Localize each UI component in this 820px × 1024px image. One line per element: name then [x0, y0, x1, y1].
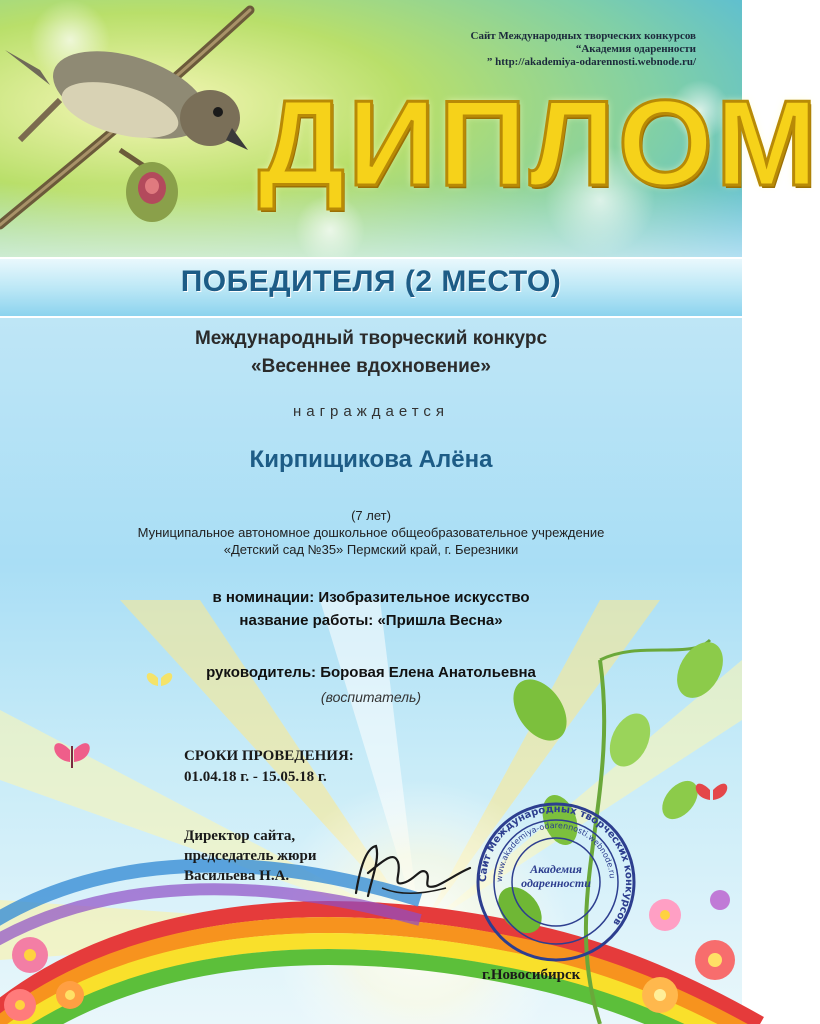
place-title: ПОБЕДИТЕЛЯ (2 МЕСТО)	[180, 265, 562, 298]
work-title-line: название работы: «Пришла Весна»	[239, 612, 503, 629]
city: г.Новосибирск	[482, 967, 581, 983]
nomination-line: в номинации: Изобразительное искусство	[212, 589, 530, 606]
signature	[346, 838, 476, 906]
contest-line2: «Весеннее вдохновение»	[251, 356, 491, 377]
diploma-title: ДИПЛОМ	[258, 75, 820, 211]
director-block	[184, 826, 316, 886]
leader-role: (воспитатель)	[320, 689, 422, 705]
official-stamp	[474, 800, 638, 964]
dates-value: 01.04.18 г. - 15.05.18 г.	[184, 769, 327, 785]
institution-line1: Муниципальное автономное дошкольное общеобразовательное учреждение	[137, 525, 605, 540]
participant-age: (7 лет)	[351, 508, 391, 523]
leader-line: руководитель: Боровая Елена Анатольевна	[206, 664, 536, 681]
dates-block	[184, 746, 354, 788]
stamp-center-text: Академия одаренности	[521, 862, 591, 890]
site-info-line2: “Академия одаренности	[575, 43, 696, 55]
participant-details	[0, 507, 742, 558]
awarded-label: награждается	[292, 403, 450, 420]
institution-line2: «Детский сад №35» Пермский край, г. Березники	[223, 542, 519, 557]
director-line1: Директор сайта,	[184, 828, 296, 844]
nomination-block	[0, 586, 742, 632]
dates-label: СРОКИ ПРОВЕДЕНИЯ:	[184, 748, 354, 764]
site-info-url: ” http://akademiya-odarennosti.webnode.ru/	[486, 56, 696, 68]
site-info-line1: Сайт Международных творческих конкурсов	[470, 30, 696, 42]
stamp-inner-text: www.akademiya-odarennosti.webnode.ru	[494, 820, 617, 883]
site-info	[376, 30, 696, 69]
contest-name	[0, 325, 742, 381]
director-line2: председатель жюри	[184, 848, 317, 864]
director-name: Васильева Н.А.	[184, 868, 290, 884]
winner-name: Кирпищикова Алёна	[249, 446, 493, 473]
leader-block	[0, 661, 742, 709]
contest-line1: Международный творческий конкурс	[194, 328, 548, 349]
stamp-outer-text: Сайт Международных творческих конкурсов	[477, 803, 635, 928]
